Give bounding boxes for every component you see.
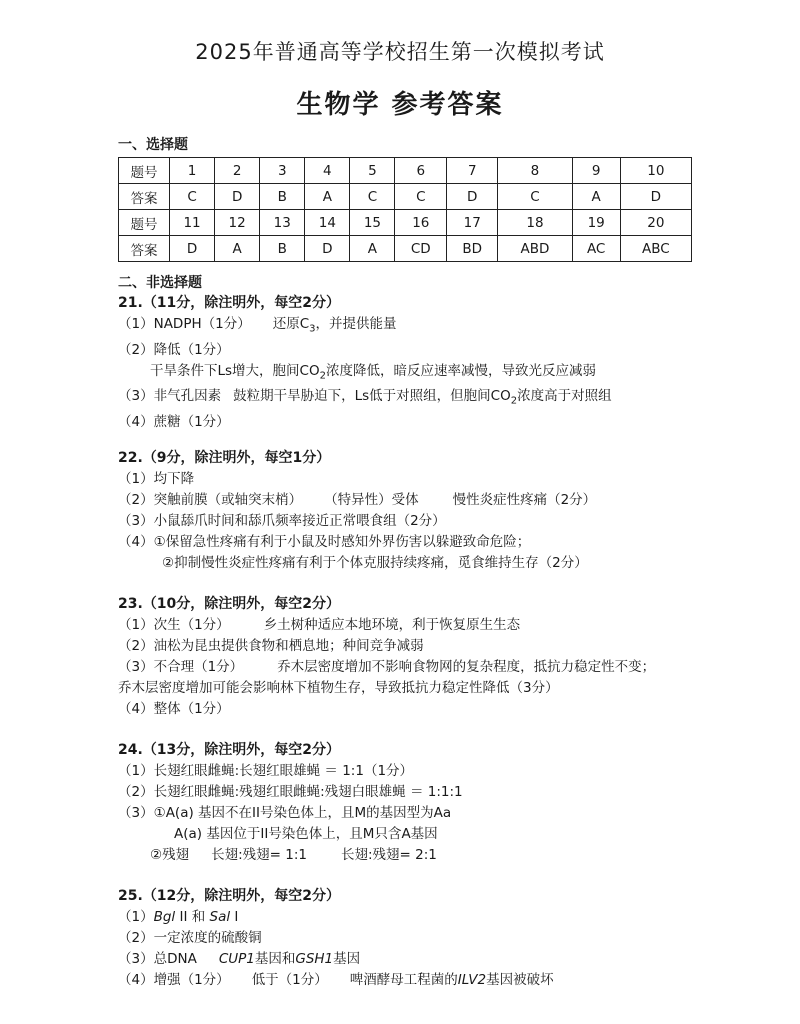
row-label-answer: 答案: [119, 184, 170, 210]
question-number-cell: 6: [395, 158, 447, 184]
document-title: 生物学 参考答案: [296, 90, 504, 120]
answer-cell: CD: [395, 236, 447, 262]
subscript: 2: [319, 370, 326, 382]
answer-text: 乔木层密度增加不影响食物网的复杂程度，抵抗力稳定性不变；: [277, 659, 656, 675]
question-title: 22.（9分，除注明外，每空1分）: [118, 450, 331, 466]
question-number-cell: 11: [170, 210, 215, 236]
answer-text: （3）非气孔因素: [118, 388, 222, 405]
table-row-answers-1: [119, 184, 692, 210]
table-row-answers-2: [119, 236, 692, 262]
answer-text: 低于（1分）: [251, 972, 328, 988]
answer-line: （4）蔗糖（1分）: [118, 414, 230, 431]
question-number-cell: 18: [498, 210, 572, 236]
question-number-cell: 20: [620, 210, 691, 236]
answer-text: 长翅:残翅= 2:1: [341, 847, 437, 863]
exam-title: 2025年普通高等学校招生第一次模拟考试: [195, 40, 605, 64]
question-24: [118, 740, 778, 866]
answer-line: ②抑制慢性炎症性疼痛有利于个体克服持续疼痛，觅食维持生存（2分）: [162, 555, 588, 571]
answer-text: 基因和: [254, 951, 296, 967]
question-title: 21.（11分，除注明外，每空2分）: [118, 295, 341, 311]
answer-line: [118, 657, 778, 678]
question-number-cell: 5: [350, 158, 395, 184]
answer-text: 鼓粒期干旱胁迫下，Ls低于对照组，但胞间CO: [233, 388, 511, 405]
question-number-cell: 8: [498, 158, 572, 184]
answer-cell: D: [447, 184, 498, 210]
gene-name: GSH1: [295, 951, 334, 967]
answer-text: （特异性）受体: [324, 492, 419, 508]
answer-line: （2）一定浓度的硫酸铜: [118, 930, 262, 946]
answer-line: [118, 970, 778, 991]
gene-name: CUP1: [218, 951, 255, 967]
answer-line: （4）①保留急性疼痛有利于小鼠及时感知外界伤害以躲避致命危险；: [118, 534, 531, 550]
answer-text: 长翅:残翅= 1:1: [211, 847, 307, 863]
answer-text: （3）不合理（1分）: [118, 659, 244, 675]
answer-line: （2）长翅红眼雌蝇:残翅红眼雌蝇:残翅白眼雄蝇 ＝ 1:1:1: [118, 784, 463, 800]
answer-line: 乔木层密度增加可能会影响林下植物生存，导致抵抗力稳定性降低（3分）: [118, 680, 559, 696]
answer-cell: C: [498, 184, 572, 210]
table-row-questions-2: [119, 210, 692, 236]
answer-text: （4）增强（1分）: [118, 972, 230, 988]
answer-line: [118, 490, 778, 511]
question-number-cell: 14: [305, 210, 350, 236]
question-number-cell: 13: [260, 210, 305, 236]
answer-cell: D: [620, 184, 691, 210]
answer-text: ②残翅: [150, 847, 190, 863]
question-title: 23.（10分，除注明外，每空2分）: [118, 596, 341, 612]
answer-text: 还原C: [272, 316, 310, 332]
subscript: 3: [309, 323, 316, 335]
question-number-cell: 10: [620, 158, 691, 184]
question-25: [118, 886, 778, 991]
answer-cell: C: [170, 184, 215, 210]
answer-text: 基因: [333, 951, 361, 967]
question-number-cell: 12: [215, 210, 260, 236]
answer-line: [118, 361, 778, 387]
answer-text: （1）NADPH（1分）: [118, 316, 251, 332]
question-title: 25.（12分，除注明外，每空2分）: [118, 888, 341, 904]
answer-cell: BD: [447, 236, 498, 262]
answer-text: I: [230, 909, 239, 925]
question-number-cell: 19: [572, 210, 620, 236]
question-number-cell: 1: [170, 158, 215, 184]
answer-cell: B: [260, 184, 305, 210]
enzyme-name: Sal: [209, 909, 231, 925]
question-number-cell: 7: [447, 158, 498, 184]
question-21: [118, 293, 778, 433]
answer-cell: ABC: [620, 236, 691, 262]
answer-line: [118, 314, 778, 340]
answer-cell: B: [260, 236, 305, 262]
answer-line: （1）长翅红眼雌蝇:长翅红眼雄蝇 ＝ 1:1（1分）: [118, 763, 414, 779]
answer-text: 啤酒酵母工程菌的: [349, 972, 458, 988]
question-number-cell: 2: [215, 158, 260, 184]
row-label-question: 题号: [119, 158, 170, 184]
answer-cell: A: [350, 236, 395, 262]
answer-text: （1）次生（1分）: [118, 617, 230, 633]
answer-cell: D: [215, 184, 260, 210]
answer-text: 基因被破坏: [486, 972, 554, 988]
question-number-cell: 9: [572, 158, 620, 184]
answer-text: （3）总DNA: [118, 951, 197, 967]
answer-line: [118, 615, 778, 636]
answer-line: （2）降低（1分）: [118, 341, 230, 358]
answer-line: [118, 386, 778, 412]
answer-text: 干旱条件下Ls增大，胞间CO: [150, 362, 320, 379]
answer-text: （2）突触前膜（或轴突末梢）: [118, 492, 303, 508]
answer-text: 慢性炎症性疼痛（2分）: [452, 492, 597, 508]
answer-cell: A: [305, 184, 350, 210]
enzyme-name: Bgl: [153, 909, 176, 925]
question-number-cell: 15: [350, 210, 395, 236]
question-number-cell: 17: [447, 210, 498, 236]
answer-text: （1）: [118, 909, 154, 925]
answer-cell: D: [170, 236, 215, 262]
question-number-cell: 3: [260, 158, 305, 184]
answer-line: （2）油松为昆虫提供食物和栖息地；种间竞争减弱: [118, 638, 424, 654]
question-number-cell: 4: [305, 158, 350, 184]
row-label-question: 题号: [119, 210, 170, 236]
answer-line: A(a) 基因位于II号染色体上，且M只含A基因: [174, 826, 438, 842]
answer-cell: ABD: [498, 236, 572, 262]
question-23: [118, 594, 778, 720]
row-label-answer: 答案: [119, 236, 170, 262]
answer-cell: A: [572, 184, 620, 210]
answer-table: [118, 157, 692, 262]
subscript: 2: [510, 396, 518, 408]
answer-text: 浓度高于对照组: [517, 388, 612, 405]
question-22: [118, 448, 778, 574]
answer-line: （1）均下降: [118, 471, 195, 487]
section-heading-choice: 一、选择题: [118, 137, 188, 153]
answer-cell: A: [215, 236, 260, 262]
answer-cell: C: [350, 184, 395, 210]
question-title: 24.（13分，除注明外，每空2分）: [118, 742, 341, 758]
answer-cell: D: [305, 236, 350, 262]
section-heading-nonchoice: 二、非选择题: [118, 275, 202, 291]
answer-text: 浓度降低，暗反应速率减慢，导致光反应减弱: [325, 362, 596, 379]
question-number-cell: 16: [395, 210, 447, 236]
answer-cell: C: [395, 184, 447, 210]
table-row-questions-1: [119, 158, 692, 184]
answer-text: II 和: [175, 909, 210, 925]
answer-line: [118, 907, 778, 928]
gene-name: ILV2: [457, 972, 487, 988]
answer-line: [118, 845, 778, 866]
answer-line: （3）①A(a) 基因不在II号染色体上，且M的基因型为Aa: [118, 805, 452, 821]
answer-line: （4）整体（1分）: [118, 701, 230, 717]
answer-text: ，并提供能量: [315, 316, 397, 332]
answer-text: 乡土树种适应本地环境，利于恢复原生生态: [263, 617, 521, 633]
answer-cell: AC: [572, 236, 620, 262]
answer-line: （3）小鼠舔爪时间和舔爪频率接近正常喂食组（2分）: [118, 513, 446, 529]
answer-line: [118, 949, 778, 970]
